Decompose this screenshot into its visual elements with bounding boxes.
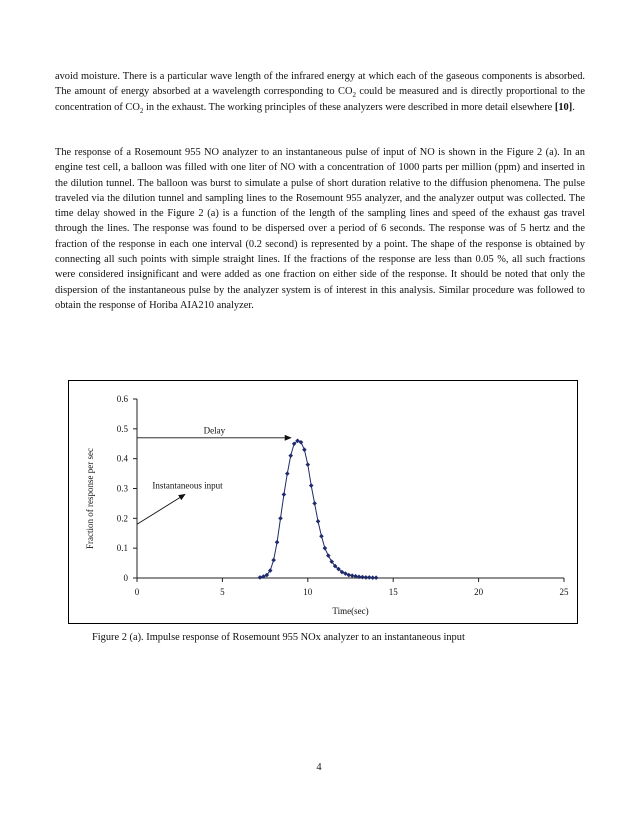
figure-caption: Figure 2 (a). Impulse response of Rosemount 955 NOx analyzer to an instantaneous input xyxy=(92,632,465,643)
data-point-marker xyxy=(278,516,283,521)
data-point-marker xyxy=(288,453,293,458)
data-point-marker xyxy=(306,462,311,467)
data-point-marker xyxy=(282,492,287,497)
p1-subscript-a: 2 xyxy=(352,91,356,100)
chart-ticks xyxy=(85,394,569,616)
x-tick-label: 0 xyxy=(134,587,140,597)
p1-text-a: avoid moisture. There is a particular wave length of the infrared energy at which each of the gaseous components is absorbed. The amount of energy absorbed at a wavelength corresponding to CO xyxy=(55,71,585,98)
data-point-marker xyxy=(316,519,321,524)
data-point-marker xyxy=(309,483,314,488)
data-point-marker xyxy=(323,546,328,551)
data-point-marker xyxy=(319,534,324,539)
chart-series xyxy=(258,438,379,580)
x-tick-label: 20 xyxy=(474,587,484,597)
data-point-marker xyxy=(275,540,280,545)
y-axis-label: Fraction of response per sec xyxy=(85,448,95,549)
x-tick-label: 10 xyxy=(303,587,313,597)
y-tick-label: 0.2 xyxy=(116,513,128,524)
data-point-marker xyxy=(326,553,331,558)
x-tick-label: 15 xyxy=(388,587,398,597)
y-tick-label: 0.3 xyxy=(116,483,128,494)
x-axis-label: Time(sec) xyxy=(332,606,369,616)
p1-text-c: in the exhaust. The working principles of these analyzers were described in more detail elsewhere xyxy=(143,101,555,113)
data-point-marker xyxy=(350,573,355,578)
page-number: 4 xyxy=(316,762,322,773)
y-tick-label: 0 xyxy=(123,573,128,583)
y-tick-label: 0.6 xyxy=(116,394,128,404)
p1-text-end: . xyxy=(572,101,575,113)
data-point-marker xyxy=(374,575,379,580)
response-line xyxy=(260,441,376,578)
x-tick-label: 25 xyxy=(559,587,569,597)
chart-annotations xyxy=(137,425,291,524)
citation-reference: [10] xyxy=(554,101,573,113)
x-tick-label: 5 xyxy=(220,587,225,597)
data-point-marker xyxy=(271,558,276,563)
data-point-marker xyxy=(302,447,307,452)
instantaneous-input-label: Instantaneous input xyxy=(152,480,223,491)
y-tick-label: 0.5 xyxy=(116,423,128,434)
y-tick-label: 0.1 xyxy=(116,543,128,554)
data-point-marker xyxy=(258,575,263,580)
data-point-marker xyxy=(312,501,317,506)
delay-label: Delay xyxy=(203,425,226,436)
body-paragraph-1 xyxy=(55,69,585,115)
figure-frame xyxy=(68,380,578,624)
p1-text-b: could be measured and is directly proportional to the concentration of CO xyxy=(55,86,585,113)
p1-subscript-b: 2 xyxy=(139,106,144,115)
data-point-marker xyxy=(285,471,290,476)
impulse-response-chart xyxy=(69,381,579,625)
y-tick-label: 0.4 xyxy=(116,453,128,464)
instantaneous-input-arrow xyxy=(137,494,185,524)
body-paragraph-2: The response of a Rosemount 955 NO analyzer to an instantaneous pulse of input of NO is shown in the Figure 2 (a). In an engine test cell, a balloon was filled with one liter of NO with a concentration of 1000 parts per million (ppm) and inserted in the dilution tunnel. The balloon was burst to simulate a pulse of short duration relative to the diffusion phenomena. The pulse traveled via the dilution tunnel and sampling lines to the Rosemount 955 analyzer, and the analyzer output was collected. The time delay showed in the Figure 2 (a) is a function of the length of the sampling lines and speed of the exhaust gas travel through the lines. The response was found to be dispersed over a period of 6 seconds. The response was of 5 hertz and the fraction of the response in each one interval (0.2 second) is represented by a point. The shape of the response is obtained by connecting all such points with simple straight lines. If the fractions of the response are less than 0.05 %, all such fractions were considered insignificant and were added as one fraction on either side of the response. It should be noted that only the dispersion of the instantaneous pulse by the analyzer system is of interest in this analysis. Similar procedure was followed to obtain the response of Horiba AIA210 analyzer. xyxy=(55,147,585,311)
